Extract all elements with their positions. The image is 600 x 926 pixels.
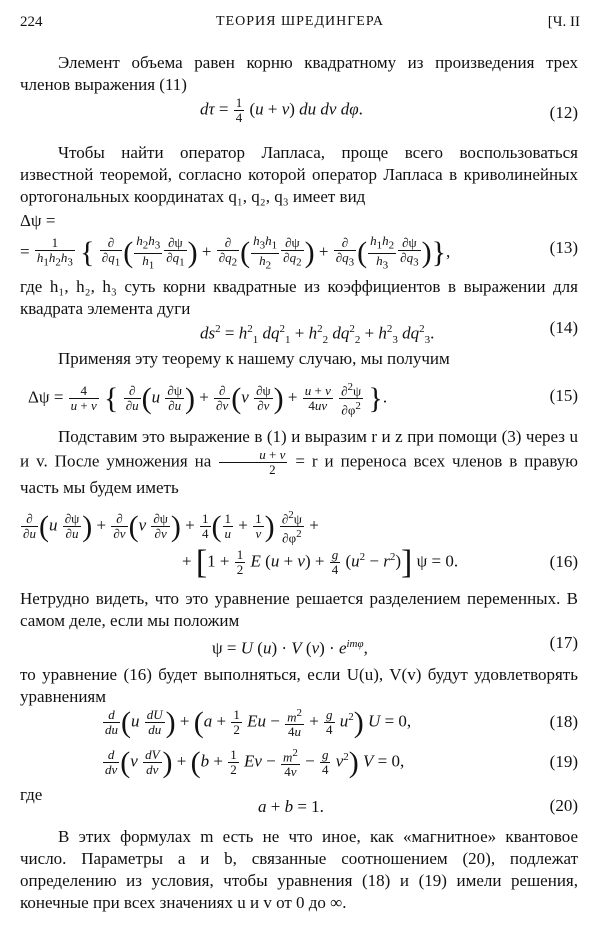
- equation-number-15: (15): [549, 386, 578, 405]
- chapter-marker: [Ч. II: [547, 14, 580, 30]
- equation-13: = $\frac{1}{h_1h_2h_3}$ { $\frac{\partial}{\partial q_1}$ ( $\frac{h_2h_3}{h_1}$ $\frac{\partial\psi}{\partial q_1}$ ) + $\frac{\partial}{\partial q_2}$ ( $\frac{h_3h_1}{h_2}$ $\frac{\partial\psi}{\partial q_2}$ ) + $\frac{\partial}{\partial q_3}$ ( $\frac{h_1h_2}{h_3}$ $\frac{\partial\psi}{\partial q_3}$ )},: [20, 233, 451, 272]
- paragraph-1: Элемент объема равен корню квадратному из произведения трех членов выражения (11): [20, 53, 578, 94]
- equation-19: $\frac{d}{dv}$ (v $\frac{dV}{dv}$ ) + (b + $\frac{1}{2}$ Ev − $\frac{m^2}{4v}$ − $\frac{g}{4}$ $v^2$) V = 0,: [105, 745, 405, 780]
- paragraph-6: Нетрудно видеть, что это уравнение решается разделением переменных. В самом деле, если мы положим: [20, 589, 578, 630]
- paragraph-2: Чтобы найти оператор Лапласа, проще всего воспользоваться известной теоремой, согласно которой оператор Лапласа в криволинейных ортогональных координатах q₁, q₂, q₃ имеет вид: [20, 143, 578, 206]
- page-number: 224: [20, 14, 43, 30]
- equation-number-13: (13): [549, 238, 578, 257]
- equation-number-12: (12): [549, 103, 578, 122]
- equation-12: dτ = $\frac{1}{4}$ (u + v) du dv dφ.: [200, 95, 363, 125]
- page-header: [20, 14, 580, 36]
- equation-18: $\frac{d}{du}$ (u $\frac{dU}{du}$ ) + (a + $\frac{1}{2}$ Eu − $\frac{m^2}{4u}$ + $\frac{g}{4}$ $u^2$) U = 0,: [105, 705, 412, 740]
- equation-17: ψ = U (u) · V $(v) \cdot e^{im\varphi}$,: [212, 638, 368, 658]
- paragraph-5: Подставим это выражение в (1) и выразим r и z при помощи (3) через u и v. После умножения на $\frac{u + v}{2}$ = r и переноса всех членов в правую часть мы будем иметь: [20, 427, 579, 497]
- paragraph-3: где h₁, h₂, h₃ суть корни квадратные из коэффициентов в выражении для квадрата элемента дуги: [20, 277, 578, 318]
- equation-number-19: (19): [549, 752, 578, 771]
- equation-16-line-2: + [1 + $\frac{1}{2}$ E (u + v) + $\frac{g}{4}$ $(u^2 - r^2)$] ψ = 0.: [182, 543, 459, 581]
- paragraph-4: Применяя эту теорему к нашему случаю, мы получим: [58, 349, 450, 368]
- equation-number-20: (20): [549, 796, 578, 815]
- equation-number-17: (17): [549, 633, 578, 652]
- paragraph-8: где: [20, 785, 43, 804]
- equation-15: Δψ = $\frac{4}{u + v}$ { $\frac{\partial}{\partial u}$ (u $\frac{\partial\psi}{\partial u}$ ) + $\frac{\partial}{\partial v}$ (v $\frac{\partial\psi}{\partial v}$ ) + $\frac{u + v}{4uv}$ $\frac{\partial^2\psi}{\partial\varphi^2}$ }.: [28, 381, 388, 418]
- equation-number-18: (18): [549, 712, 578, 731]
- paragraph-5-part-a: Подставим это выражение в (1) и выразим r и z при помощи (3) через u и v. После умножения на: [20, 427, 578, 471]
- equation-number-14: (14): [549, 318, 578, 337]
- equation-16-line-1: $\frac{\partial}{\partial u}$ (u $\frac{\partial\psi}{\partial u}$ ) + $\frac{\partial}{\partial v}$ (v $\frac{\partial\psi}{\partial v}$ ) + $\frac{1}{4}$ ( $\frac{1}{u}$ + $\frac{1}{v}$ ) $\frac{\partial^2\psi}{\partial\varphi^2}$ +: [23, 509, 319, 546]
- equation-number-16: (16): [549, 552, 578, 571]
- paragraph-5-part-b: = r и переноса всех членов в правую часть мы будем иметь: [20, 451, 579, 497]
- running-title: ТЕОРИЯ ШРЕДИНГЕРА: [216, 14, 384, 29]
- paragraph-9: В этих формулах m есть не что иное, как «магнитное» квантовое число. Параметры a и b, связанные соотношением (20), подлежат определению из условия, чтобы уравнения (18) и (19) имели решения, конечные при всех значениях u и v от 0 до ∞.: [20, 827, 578, 912]
- paragraph-7: то уравнение (16) будет выполняться, если U(u), V(v) будут удовлетворять уравнениям: [20, 665, 578, 706]
- equation-20: a + b = 1.: [258, 797, 324, 816]
- equation-13-lhs: Δψ =: [20, 211, 56, 230]
- equation-14: $ds^2 = h^2_1$ $dq^2_1 + h^2_2$ $dq^2_2 + h^2_3$ $dq^2_3$.: [200, 323, 435, 347]
